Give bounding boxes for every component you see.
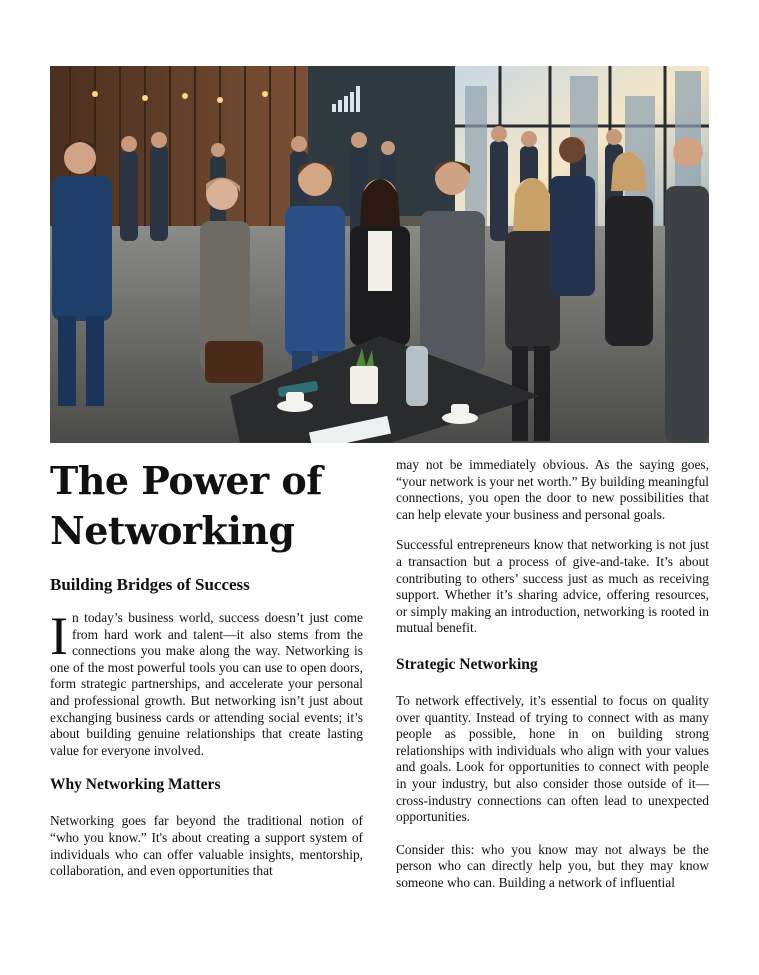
- page-title: The Power of Networking: [50, 458, 323, 553]
- why-networking-paragraph-part1: Networking goes far beyond the traditional notion of “who you know.” It's about creating a support system of individuals who can offer valuable insights, mentorship, collaboration, and even opportunities that: [50, 813, 363, 879]
- right-column: [396, 457, 709, 891]
- intro-paragraph: [50, 606, 363, 759]
- hero-image: [50, 66, 709, 443]
- why-networking-paragraph-part2: may not be immediately obvious. As the saying goes, “your network is your net worth.” By building meaningful connections, you open the door to new possibilities that can help elevate your business and personal goals.: [396, 457, 709, 522]
- consider-this-paragraph: Consider this: who you know may not always be the person who can directly help you, but they may know someone who can. Building a network of influential: [396, 841, 709, 890]
- section-heading-strategic-networking: Strategic Networking: [396, 655, 538, 673]
- left-column: [50, 456, 363, 880]
- section-heading-why-networking: Why Networking Matters: [50, 776, 221, 794]
- drop-cap: I: [50, 606, 68, 666]
- give-and-take-paragraph: Successful entrepreneurs know that networking is not just a transaction but a process of give-and-take. It’s about contributing to others’ success just as much as receiving support. Whether it’s sharing advice, offering resources, or simply making an introduction, networking is rooted in mutual benefit.: [396, 537, 709, 636]
- strategic-networking-paragraph: To network effectively, it’s essential to focus on quality over quantity. Instead of trying to connect with as many people as possible, hone in on building strong relationships with individuals who align with your values and goals. Look for opportunities to connect with people in your industry, but also consider those outside of it—cross-industry connections can often lead to unexpected opportunities.: [396, 692, 709, 825]
- networking-event-illustration: [50, 66, 709, 443]
- intro-text: n today’s business world, success doesn’t just come from hard work and talent—it also stems from the connections you make along the way. Networking is one of the most powerful tools you can use to open doors, form strategic partnerships, and accelerate your personal and professional growth. But networking isn’t just about exchanging business cards or attending social events; it’s about building genuine relationships that create lasting value for everyone involved.: [50, 610, 363, 758]
- article-subtitle: Building Bridges of Success: [50, 575, 250, 594]
